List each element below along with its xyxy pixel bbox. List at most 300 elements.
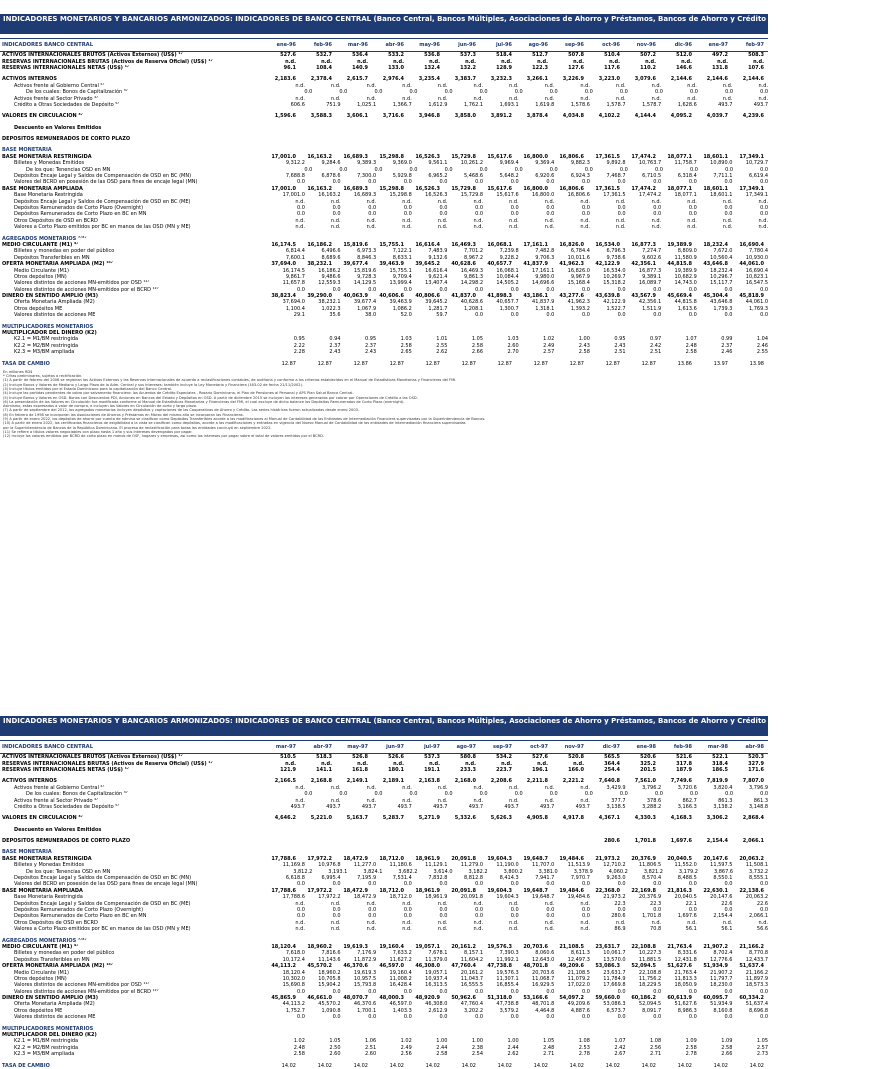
table-cell: 2.43	[578, 342, 590, 349]
table-cell: 8,570.4	[642, 875, 662, 882]
table-cell: n.d.	[758, 919, 769, 926]
table-cell: 493.7	[290, 803, 305, 810]
table-row	[0, 926, 768, 932]
table-cell: 565.5	[604, 754, 620, 761]
table-cell: 3,796.2	[642, 784, 662, 791]
table-cell: 7,749.6	[670, 778, 692, 785]
table-cell: 493.7	[397, 803, 412, 810]
table-cell: 7,176.9	[357, 950, 377, 957]
table-cell: 10,763.7	[638, 160, 662, 167]
table-cell: 8,986.3	[677, 1007, 697, 1014]
table-cell: 0.0	[619, 89, 628, 96]
column-month: dic-96	[674, 42, 692, 48]
table-cell: 12.87	[425, 360, 440, 367]
table-cell: 5,221.0	[310, 815, 332, 822]
table-cell: 0.0	[724, 881, 733, 888]
table-cell: 0.0	[510, 205, 519, 211]
table-cell: 1.02	[400, 1038, 412, 1045]
table-cell: 11,784.9	[603, 975, 626, 982]
table-cell: n.d.	[645, 58, 656, 65]
table-cell: 0.0	[546, 286, 555, 293]
table-cell: 14.02	[497, 1062, 512, 1069]
table-cell: 161.8	[352, 766, 368, 773]
table-cell: 0.0	[581, 988, 590, 995]
table-cell: 0.0	[546, 211, 555, 218]
table-cell: 17,474.2	[631, 153, 656, 160]
table-cell: 9,706.3	[535, 254, 555, 261]
table-cell: 22,138.6	[739, 887, 764, 894]
table-row	[0, 1001, 768, 1007]
table-cell: 7,633.2	[392, 950, 412, 957]
table-cell: 0.0	[510, 211, 519, 218]
table-cell: 0.0	[368, 881, 377, 888]
table-cell: n.d.	[501, 58, 512, 65]
table-cell: 41,898.3	[487, 293, 512, 300]
table-cell: 20,161.2	[460, 969, 484, 976]
table-cell: 1,403.3	[392, 1007, 412, 1014]
row-label: Depósitos Transferibles en MN	[14, 254, 90, 261]
table-cell: 5,626.3	[490, 815, 512, 822]
row-label: De los cuales: Bonos de Capitalización ³ᐟ	[26, 89, 128, 96]
table-cell: 180.1	[388, 766, 404, 773]
table-row	[0, 989, 768, 995]
table-cell: 70.8	[650, 926, 662, 933]
column-month: feb-97	[745, 42, 764, 48]
table-cell: 1.06	[365, 1038, 377, 1045]
table-cell: n.d.	[473, 217, 484, 224]
table-cell: 537.3	[424, 754, 440, 761]
table-cell: 518.4	[496, 52, 512, 59]
table-cell: n.d.	[509, 784, 519, 791]
table-cell: 8,702.4	[713, 950, 733, 957]
table-cell: 0.0	[581, 286, 590, 293]
footnote: (7) A partir de septiembre del 2012, los agregados monetarios incluyen depósitos y captaciones de las Cooperativas de Ahorro y Crédito. Las series históricas fueron actualizadas desde enero 2003.	[3, 408, 360, 413]
table-cell: 40,628.6	[460, 299, 484, 306]
table-cell: 2.73	[756, 1051, 769, 1058]
table-cell: 9,389.3	[357, 160, 377, 167]
table-cell: 20,091.8	[460, 894, 484, 901]
table-cell: 3,606.1	[346, 113, 368, 120]
table-cell: 6,784.4	[570, 248, 590, 255]
table-cell: 0.0	[581, 907, 590, 913]
footnote: (5) Incluye Bonos y Valores en OSD. Bonos con Descuentos PDI, Acciones en Bancos del Estado y Depósitos en OSD. A partir de diciembre 2015 se incluyen los intereses generados por cobrar por Operaciones de Crédito a las OSD.	[3, 395, 418, 400]
table-row	[0, 192, 768, 198]
table-cell: 42,122.9	[603, 299, 626, 306]
table-cell: 21,973.2	[603, 894, 626, 901]
table-cell: 2.48	[543, 1044, 555, 1051]
table-cell: 127.6	[568, 64, 584, 71]
table-row	[0, 267, 768, 273]
table-cell: 52.0	[400, 312, 412, 319]
table-cell: 2.55	[436, 342, 448, 349]
table-row	[0, 1051, 768, 1057]
table-cell: 0.0	[339, 791, 348, 798]
table-row	[0, 198, 768, 204]
table-cell: 17,349.1	[745, 192, 769, 199]
table-cell: 0.0	[444, 166, 453, 173]
table-cell: 0.0	[760, 205, 769, 211]
table-cell: 43,567.9	[631, 293, 656, 300]
table-cell: 17,161.1	[523, 241, 548, 248]
footnote: Asimismo, estas expresados a valor de compra, e incluyen los Valores en Circulación de corto y largo plazo.	[3, 404, 198, 409]
table-cell: n.d.	[616, 95, 626, 102]
table-cell: 3,235.4	[418, 76, 440, 83]
table-cell: 19,389.9	[667, 241, 692, 248]
table-cell: 40,657.7	[487, 261, 512, 268]
table-cell: 534.2	[496, 754, 512, 761]
table-cell: 19,604.3	[496, 894, 519, 901]
table-cell: 2.66	[721, 1051, 733, 1058]
table-cell: 11,043.7	[460, 975, 484, 982]
table-cell: 10,269.7	[603, 273, 626, 280]
table-row	[0, 754, 768, 760]
table-cell: n.d.	[295, 919, 305, 926]
table-cell: 0.0	[653, 312, 662, 319]
column-month: oct-96	[602, 42, 620, 48]
row-label: Depósitos Transferibles en MN	[14, 956, 90, 963]
table-cell: 166.0	[568, 766, 584, 773]
table-cell: 12,433.7	[745, 956, 769, 963]
table-cell: 18,961.9	[415, 887, 440, 894]
table-cell: 1,281.7	[428, 305, 448, 312]
table-cell: 0.0	[760, 166, 769, 173]
table-cell: 0.0	[617, 907, 626, 913]
table-cell: n.d.	[429, 760, 440, 767]
row-label: BASE MONETARIA RESTRINGIDA	[2, 153, 92, 160]
table-cell: 16,469.3	[460, 267, 484, 274]
table-cell: 3,716.6	[382, 113, 404, 120]
table-cell: 0.0	[725, 166, 734, 173]
table-cell: 0.0	[368, 286, 377, 293]
table-cell: 0.0	[617, 881, 626, 888]
table-cell: n.d.	[437, 919, 448, 926]
table-cell: 0.0	[724, 205, 733, 211]
row-label: Valores a Corto Plazo emitidos por BC en manos de las OSD (MN y ME)	[14, 926, 191, 933]
row-label: OFERTA MONETARIA AMPLIADA (M2) ¹⁰ᐟ	[2, 963, 113, 970]
table-cell: 8,809.0	[677, 248, 697, 255]
table-cell: 3,732.2	[749, 868, 769, 875]
table-cell: n.d.	[509, 919, 519, 926]
table-cell: 6,924.3	[570, 173, 590, 180]
table-cell: 0.95	[293, 336, 305, 343]
table-cell: 0.0	[653, 881, 662, 888]
table-cell: 11,604.2	[460, 956, 484, 963]
table-cell: 16,877.3	[638, 267, 662, 274]
table-cell: 21,907.2	[703, 943, 728, 950]
table-cell: 7,678.1	[428, 950, 448, 957]
table-cell: 2,166.5	[274, 778, 296, 785]
table-cell: 0.0	[475, 312, 484, 319]
table-cell: 12,431.8	[674, 956, 697, 963]
table-cell: 0.97	[650, 336, 662, 343]
table-cell: n.d.	[687, 82, 697, 89]
table-cell: 86.9	[614, 926, 626, 933]
table-cell: n.d.	[544, 224, 555, 231]
table-cell: 1,697.6	[677, 913, 697, 920]
table-cell: 60,095.7	[703, 995, 728, 1002]
table-cell: 47,738.8	[496, 1001, 519, 1008]
row-label: DEPOSITOS REMUNERADOS DE CORTO PLAZO	[2, 136, 131, 143]
table-cell: n.d.	[580, 919, 590, 926]
table-cell: n.d.	[295, 82, 305, 89]
report-banner: INDICADORES MONETARIOS Y BANCARIOS ARMONIZADOS: INDICADORES DE BANCO CENTRAL (Banco Central, Bancos Múltiples, Asociaciones de Ahorro y Préstamos, Bancos de Ahorro y Crédito y Corporaciones de Crédito)	[0, 14, 768, 34]
table-cell: 11,169.8	[282, 862, 305, 869]
table-cell: 0.0	[332, 907, 341, 913]
table-cell: 11,079.2	[567, 975, 590, 982]
table-cell: 39,677.4	[343, 261, 368, 268]
header-label: INDICADORES BANCO CENTRAL	[2, 42, 94, 48]
row-label: Descuento en Valores Emitidos	[14, 826, 102, 833]
table-cell: 19,484.6	[559, 855, 584, 862]
table-cell: 18,077.1	[667, 185, 692, 192]
table-cell: 9,728.3	[357, 273, 377, 280]
table-cell: 18,960.2	[318, 969, 341, 976]
table-cell: 49,209.6	[567, 1001, 590, 1008]
table-row	[0, 360, 768, 366]
table-cell: 44,815.8	[674, 299, 697, 306]
table-cell: 7,640.8	[598, 778, 620, 785]
table-cell: n.d.	[580, 198, 590, 205]
table-cell: 2,183.6	[274, 76, 296, 83]
table-cell: 22,108.8	[631, 943, 656, 950]
table-cell: 16,806.6	[567, 192, 590, 199]
table-cell: 3,682.2	[398, 868, 418, 875]
table-cell: 16,313.5	[425, 982, 448, 989]
table-row	[0, 1038, 768, 1044]
table-cell: 51,318.0	[487, 995, 512, 1002]
table-row	[0, 336, 768, 342]
table-cell: 3,383.7	[454, 76, 476, 83]
table-cell: 0.0	[760, 791, 769, 798]
table-cell: 46,308.0	[425, 1001, 448, 1008]
table-cell: n.d.	[509, 926, 519, 933]
table-cell: 1.08	[578, 1038, 590, 1045]
table-cell: 53,166.6	[523, 995, 548, 1002]
table-cell: 3,796.9	[748, 784, 769, 791]
table-cell: 18,961.9	[415, 855, 440, 862]
table-cell: 8,611.3	[570, 950, 590, 957]
table-cell: 3,166.3	[677, 803, 697, 810]
table-cell: 17,788.6	[271, 855, 296, 862]
table-cell: n.d.	[465, 760, 476, 767]
table-cell: n.d.	[331, 900, 341, 907]
table-row	[0, 856, 768, 862]
row-label: Crédito a Otras Sociedades de Depósito ⁵ᐟ	[14, 803, 120, 810]
table-cell: 0.0	[760, 211, 769, 218]
table-cell: 12.87	[353, 360, 368, 367]
table-cell: 18,601.1	[703, 153, 728, 160]
table-cell: 39,645.2	[415, 261, 440, 268]
table-cell: 9,486.6	[321, 273, 341, 280]
table-cell: 2.78	[578, 1051, 590, 1058]
table-cell: 0.0	[619, 166, 628, 173]
table-cell: 16,526.3	[415, 185, 440, 192]
table-cell: n.d.	[544, 919, 555, 926]
table-cell: 493.7	[539, 803, 555, 810]
table-cell: 7,239.8	[499, 248, 519, 255]
table-cell: 0.0	[304, 89, 313, 96]
table-row	[0, 1062, 768, 1068]
table-cell: 0.0	[479, 791, 488, 798]
table-cell: 1.05	[471, 336, 484, 343]
table-cell: 46,597.0	[379, 963, 404, 970]
table-row	[0, 900, 768, 906]
table-cell: n.d.	[402, 198, 412, 205]
table-cell: 15,617.6	[487, 153, 512, 160]
table-cell: 510.4	[604, 52, 620, 59]
table-cell: 2.28	[293, 349, 305, 356]
table-cell: 17,972.2	[307, 887, 332, 894]
column-month: mar-96	[347, 42, 368, 48]
table-cell: 21,973.2	[595, 855, 620, 862]
table-cell: n.d.	[295, 926, 305, 933]
table-cell: 2.43	[614, 342, 626, 349]
table-cell: 0.0	[475, 913, 484, 920]
table-cell: 16,616.4	[425, 267, 448, 274]
row-label: Base Monetaria Restringida	[14, 894, 83, 901]
table-cell: 19,576.3	[487, 943, 512, 950]
table-cell: 0.0	[475, 211, 484, 218]
table-cell: 2.44	[436, 1044, 448, 1051]
table-cell: 0.0	[332, 1014, 341, 1021]
table-row	[0, 957, 768, 963]
column-month: jul-96	[495, 42, 512, 48]
table-cell: 0.0	[332, 988, 341, 995]
table-cell: 0.0	[339, 89, 348, 96]
table-cell: 44,113.2	[271, 963, 296, 970]
table-cell: 1,762.1	[463, 101, 484, 108]
table-cell: 526.8	[352, 754, 368, 761]
table-cell: 10,302.0	[282, 975, 305, 982]
table-cell: n.d.	[473, 784, 484, 791]
table-cell: n.d.	[537, 58, 548, 65]
table-cell: 45,570.2	[318, 1001, 341, 1008]
table-cell: n.d.	[402, 900, 412, 907]
column-month: ene-97	[708, 42, 728, 48]
table-cell: 1.00	[578, 336, 590, 343]
table-cell: 2.58	[721, 1044, 733, 1051]
row-label: Oferta Monetaria Ampliada (M2)	[14, 299, 95, 306]
table-cell: 6,995.4	[321, 875, 341, 882]
table-cell: n.d.	[366, 217, 377, 224]
table-cell: n.d.	[758, 95, 769, 102]
table-cell: 16,526.3	[425, 192, 448, 199]
table-cell: 51,627.6	[674, 1001, 697, 1008]
table-cell: 3,946.8	[418, 113, 440, 120]
table-cell: 0.0	[654, 791, 663, 798]
table-cell: 9,861.7	[285, 273, 305, 280]
table-cell: 39,290.0	[307, 293, 332, 300]
table-row	[0, 58, 768, 64]
table-cell: 7,482.8	[535, 248, 555, 255]
table-cell: 16,877.3	[631, 241, 656, 248]
table-cell: n.d.	[366, 919, 377, 926]
table-cell: 1,067.9	[357, 305, 377, 312]
table-cell: 533.2	[388, 52, 404, 59]
table-row	[0, 767, 768, 773]
table-cell: 2.51	[614, 349, 626, 356]
row-label: Otros Depósitos de OSD en BCRD	[14, 919, 98, 926]
table-cell: 3,148.8	[748, 803, 769, 810]
row-label: DINERO EN SENTIDO AMPLIO (M3)	[2, 293, 98, 300]
table-cell: 3,182.2	[468, 868, 488, 875]
table-cell: 2,615.7	[346, 76, 368, 83]
table-cell: 0.0	[444, 89, 453, 96]
table-cell: 12.87	[317, 360, 332, 367]
table-cell: n.d.	[402, 82, 412, 89]
row-label: DEPOSITOS REMUNERADOS DE CORTO PLAZO	[2, 838, 131, 845]
table-cell: 7,195.9	[357, 875, 377, 882]
table-cell: 0.0	[439, 1014, 448, 1021]
table-cell: n.d.	[722, 82, 733, 89]
table-cell: 14.02	[425, 1062, 440, 1069]
table-cell: 2.58	[293, 1051, 305, 1058]
table-cell: 128.9	[496, 64, 512, 71]
table-cell: 0.0	[653, 286, 662, 293]
row-label: VALORES EN CIRCULACION ⁶ᐟ	[2, 815, 83, 822]
row-label: Base Monetaria Restringida	[14, 192, 83, 199]
table-cell: 1,318.1	[535, 305, 555, 312]
table-cell: 0.95	[365, 336, 377, 343]
table-cell: 1,578.7	[642, 101, 662, 108]
table-cell: 17,972.2	[307, 855, 332, 862]
table-cell: 8,967.2	[463, 254, 484, 261]
table-cell: n.d.	[429, 58, 440, 65]
table-cell: n.d.	[501, 760, 512, 767]
table-cell: 0.0	[374, 791, 383, 798]
footnote: (4) Incluye las partidas pendientes de cobro por salvamento financiero: los Acuerdos de Crédito Especiales - Rosario Dominicana, el Plan de Pensiones al Personal y APS Plan Salud Banco Central.	[3, 391, 354, 396]
table-row	[0, 982, 768, 988]
table-cell: 0.0	[688, 881, 697, 888]
table-cell: 19,619.3	[353, 969, 377, 976]
table-cell: 20,147.6	[710, 894, 733, 901]
table-row	[0, 211, 768, 217]
table-cell: 18,050.9	[674, 982, 697, 989]
row-label: ACTIVOS INTERNACIONALES BRUTOS (Activos Externos) (US$) ¹ᐟ	[2, 754, 183, 761]
table-cell: 10,957.5	[353, 975, 377, 982]
column-month: mar-97	[275, 744, 296, 750]
table-cell: 22,630.1	[703, 887, 728, 894]
table-cell: 16,547.5	[745, 280, 769, 287]
table-cell: n.d.	[509, 82, 519, 89]
table-cell: 8,633.1	[392, 254, 412, 261]
table-cell: 37,694.0	[282, 299, 305, 306]
table-cell: 2.60	[329, 1051, 341, 1058]
table-cell: 0.0	[439, 179, 448, 186]
column-month: feb-98	[673, 744, 692, 750]
table-cell: 537.3	[460, 52, 476, 59]
row-label: Valores distintos de acciones ME	[14, 312, 96, 319]
table-cell: 2.44	[507, 1044, 519, 1051]
table-cell: 3,878.4	[526, 113, 548, 120]
table-cell: 2.60	[365, 1051, 377, 1058]
table-cell: n.d.	[331, 82, 341, 89]
table-cell: 0.0	[581, 179, 590, 186]
table-cell: 196.1	[532, 766, 548, 773]
table-cell: 2,612.9	[428, 1007, 448, 1014]
table-cell: 0.0	[617, 312, 626, 319]
footnote: (9) A partir de enero 2022, los depósitos de ahorro por cuenta de nómina se clasifican como Depósitos Transferibles acorde a las modificaciones al Manual de Contabilidad de las Entidades de Intermediación Financiera supervisadas por la Superintendencia de Bancos.	[3, 417, 486, 422]
table-cell: n.d.	[580, 95, 590, 102]
table-cell: 10,682.9	[674, 273, 697, 280]
row-label: De los que: Tenencias OSD en MN	[26, 166, 111, 173]
table-page-2	[0, 716, 879, 1069]
table-cell: 3,306.2	[706, 815, 728, 822]
table-cell: 7,274.7	[642, 248, 662, 255]
table-cell: 10,729.7	[745, 160, 769, 167]
table-cell: 0.0	[760, 881, 769, 888]
table-cell: 9,709.4	[392, 273, 412, 280]
